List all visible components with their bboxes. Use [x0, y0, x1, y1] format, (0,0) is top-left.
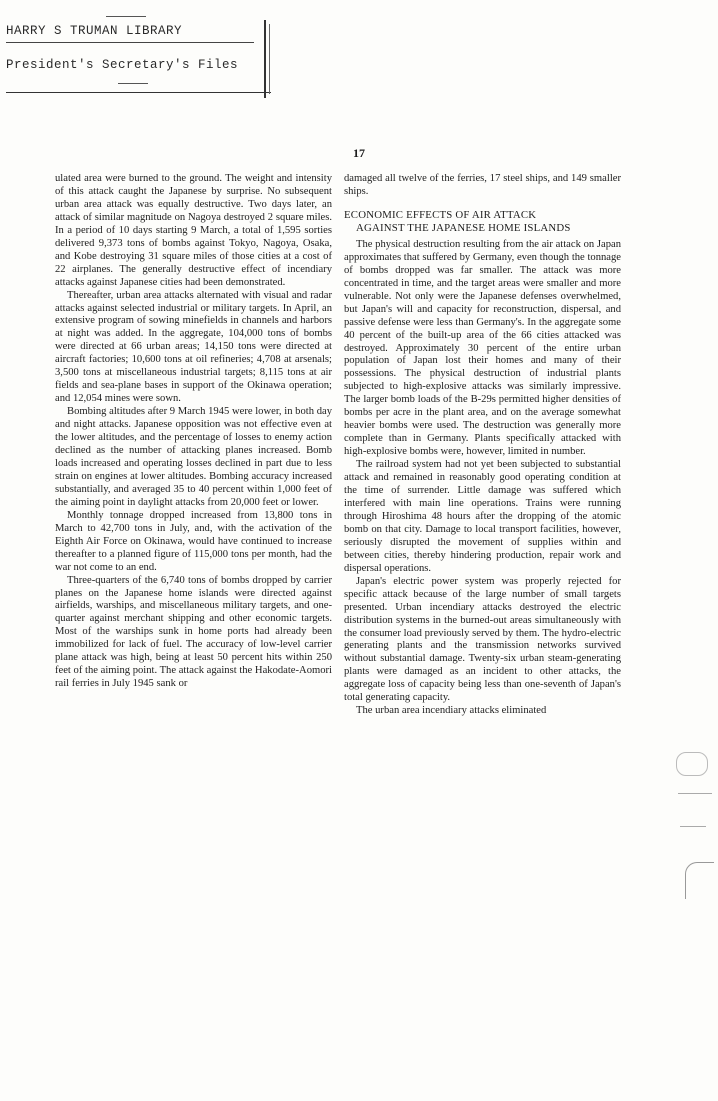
margin-mark: [678, 793, 712, 794]
paragraph: Thereafter, urban area attacks alternated with visual and radar attacks against selected industrial or military targets. In April, an extensive program of sowing minefields in channels and harbors at night was added. In the aggregate, 104,000 tons of bombs were directed at 66 urban areas; 14,150 tons were directed at aircraft factories; 10,600 tons at oil refineries; 4,708 at arsenals; 3,500 tons at miscellaneous industrial targets; 8,115 tons at air fields and sea-plane bases in support of the Okinawa operation; and 12,054 mines were sown.: [55, 289, 332, 405]
margin-mark: [680, 826, 706, 827]
stamp-vertical-bar: [264, 20, 266, 98]
paragraph: Bombing altitudes after 9 March 1945 were lower, in both day and night attacks. Japanese opposition was not effective even at the lower altitudes, and the percentage of losses to enemy action declined as the number of attacking planes increased. Bomb loads increased and operating losses declined in part due to less strain on engines at lower altitudes. Bombing accuracy increased substantially, and averaged 35 to 40 percent within 1,000 feet of the aiming point in daylight attacks from 20,000 feet or lower.: [55, 406, 332, 508]
paragraph: The railroad system had not yet been subjected to substantial attack and remained in reasonably good operating condition at the time of surrender. Little damage was suffered which interfered with main line operations. Trains were running through Hiroshima 48 hours after the dropping of the atomic bomb on that city. Damage to local transport facilities, however, seriously disrupted the movement of supplies within and between cities, thereby hindering production, repair work and dispersal operations.: [344, 459, 621, 574]
stamp-rule: [6, 42, 254, 43]
stamp-mark: [118, 83, 148, 84]
margin-mark: [676, 752, 708, 776]
archive-stamp: [6, 20, 276, 98]
margin-mark: [685, 862, 714, 899]
paragraph: The urban area incendiary attacks eliminated: [356, 705, 547, 717]
section-heading-line: ECONOMIC EFFECTS OF AIR ATTACK: [344, 208, 537, 221]
section-heading: [344, 209, 621, 235]
paragraph: ulated area were burned to the ground. The weight and intensity of this attack caught the Japanese by surprise. No subsequent urban area attack was equally destructive. Two days later, an attack of similar magnitude on Nagoya destroyed 2 square miles. In a period of 10 days starting 9 March, a total of 1,595 sorties delivered 9,373 tons of bombs against Tokyo, Nagoya, Osaka, and Kobe destroying 31 square miles of those cities at a cost of 22 airplanes. The generally destructive effect of incendiary attacks against Japanese cities had been demonstrated.: [55, 173, 332, 288]
paragraph: Japan's electric power system was properly rejected for specific attack because of the large number of small targets presented. Urban incendiary attacks destroyed the electric distribution systems in the burned-out areas simultaneously with the consumer load previously served by them. The hydro-electric generating plants and the transmission networks survived without substantial damage. Twenty-six urban steam-generating plants were damaged as an incident to other attacks, the aggregate loss of capacity being less than one-seventh of Japan's total generating capacity.: [344, 575, 621, 704]
stamp-files-label: President's Secretary's Files: [6, 58, 239, 72]
stamp-vertical-bar: [269, 24, 270, 94]
stamp-bottom-rule: [6, 92, 271, 93]
left-column: [55, 173, 332, 691]
stamp-mark: [106, 16, 146, 17]
paragraph: damaged all twelve of the ferries, 17 steel ships, and 149 smaller ships.: [344, 173, 621, 197]
paragraph: The physical destruction resulting from the air attack on Japan approximates that suffered by Germany, even though the tonnage of bombs dropped was far smaller. The attack was more concentrated in time, and the target areas were smaller and more vulnerable. Not only were the Japanese defenses overwhelmed, but Japan's will and capacity for reconstruction, dispersal, and passive defense were less than Germany's. In the aggregate some 40 percent of the built-up area of the 66 cities attacked was destroyed. Approximately 30 percent of the entire urban population of Japan lost their homes and many of their possessions. The physical destruction of industrial plants subjected to high-explosive attacks was similarly impressive. The larger bomb loads of the B-29s permitted higher densities of bombs per acre in the plant area, and on the average somewhat heavier bombs were used. The destruction was generally more complete than in Germany. Plants specifically attacked with high-explosive bombs were, however, limited in number.: [344, 238, 621, 458]
paragraph: Three-quarters of the 6,740 tons of bombs dropped by carrier planes on the Japanese home islands were directed against airfields, warships, and miscellaneous military targets, and one-quarter against merchant shipping and other economic targets. Most of the warships sunk in home ports had already been immobilized for lack of fuel. The accuracy of low-level carrier plane attack was high, being at least 50 percent hits within 250 feet of the aiming point. The attack against the Hakodate-Aomori rail ferries in July 1945 sank or: [55, 574, 332, 690]
section-heading-line: AGAINST THE JAPANESE HOME ISLANDS: [356, 221, 571, 234]
stamp-library-name: HARRY S TRUMAN LIBRARY: [6, 24, 183, 38]
right-column: [344, 173, 621, 718]
page-number: 17: [353, 146, 365, 160]
paragraph: Monthly tonnage dropped increased from 13,800 tons in March to 42,700 tons in July, and, with the activation of the Eighth Air Force on Okinawa, would have continued to increase thereafter to a planned figure of 115,000 tons per month, had the war not come to an end.: [55, 509, 332, 573]
